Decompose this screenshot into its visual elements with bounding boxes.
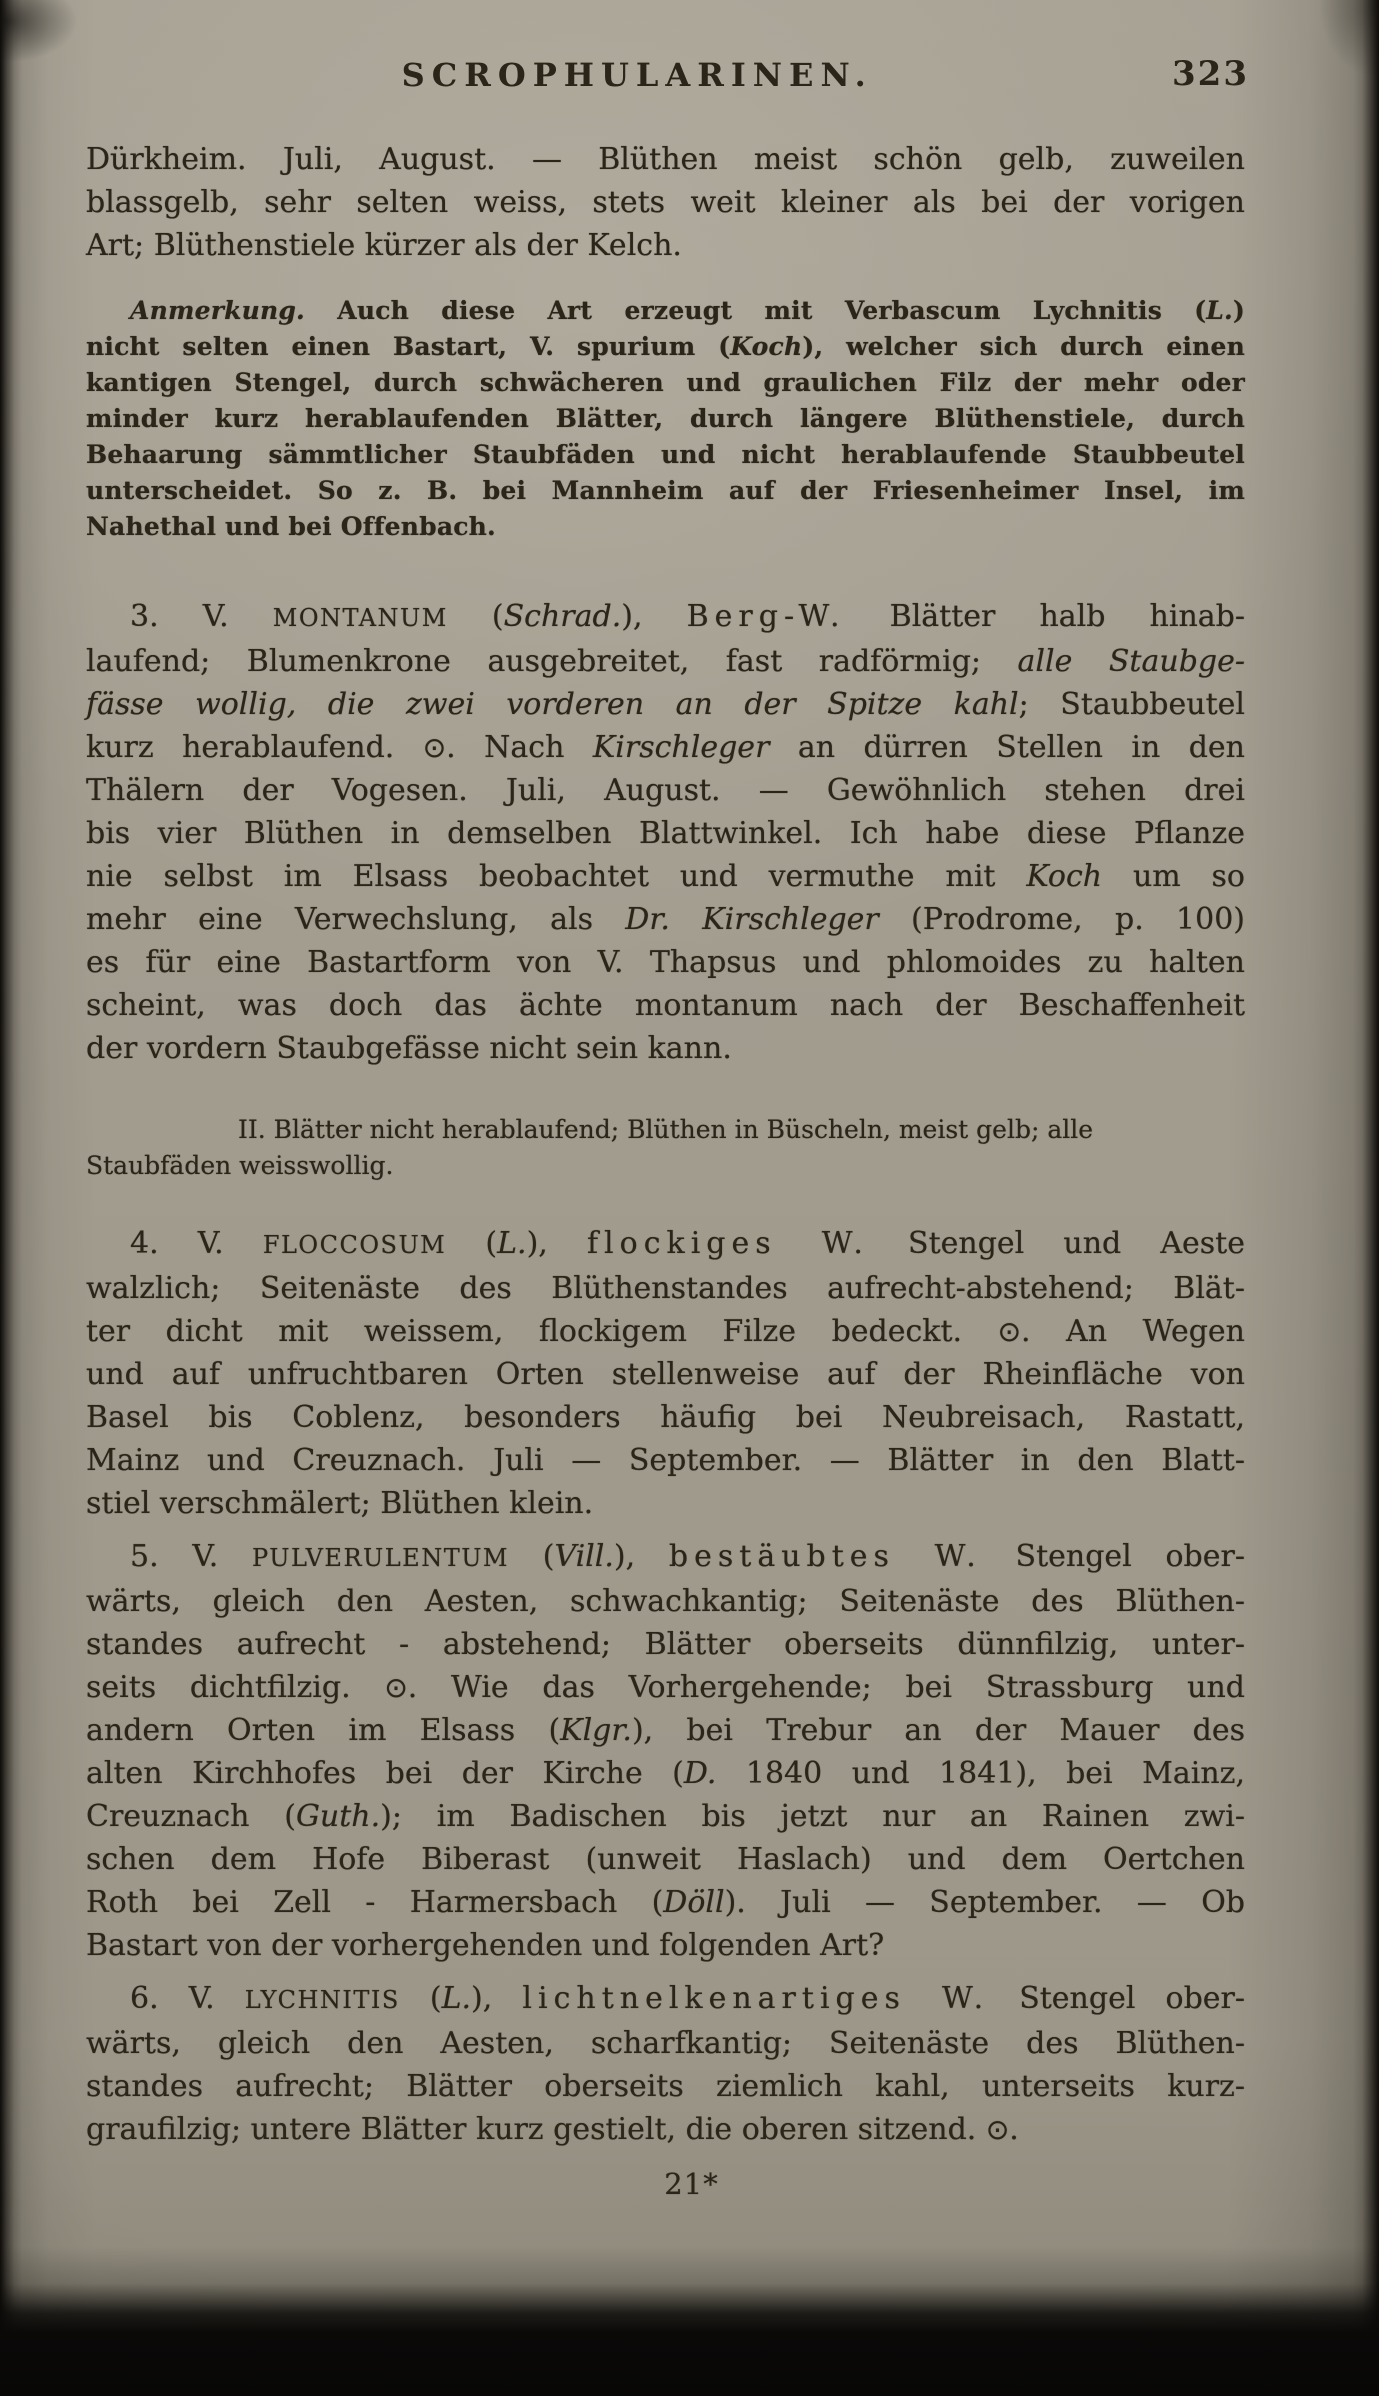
text-segment: ); im Badischen bis jetzt nur an Rainen zwi- [380, 1799, 1245, 1834]
text-segment: und auf unfruchtbaren Orten stellenweise auf der Rheinfläche von [86, 1357, 1245, 1392]
text-line [86, 1838, 1245, 1881]
text-segment: scheint, was doch das ächte montanum nach der Beschaffenheit [86, 988, 1245, 1023]
text-segment: 6. V. [130, 1981, 245, 2016]
text-segment: minder kurz herablaufenden Blätter, durch längere Blüthenstiele, durch [86, 404, 1245, 433]
text-segment: Art; Blüthenstiele kürzer als der Kelch. [86, 228, 682, 263]
text-segment: Dr. Kirschleger [625, 902, 879, 937]
text-segment: MONTANUM [272, 604, 448, 632]
text-segment: kurz herablaufend. [86, 730, 423, 765]
text-segment: Dürkheim. Juli, August. — Blüthen meist schön gelb, zuweilen [86, 142, 1245, 177]
text-line [86, 855, 1245, 898]
text-line [86, 769, 1245, 812]
text-segment: an dürren Stellen in den [769, 730, 1245, 765]
text-segment: ). Juli — September. — Ob [724, 1885, 1246, 1920]
text-line [86, 683, 1245, 726]
text-segment: Kirschleger [592, 730, 770, 765]
text-line [86, 1482, 1245, 1525]
page-header [86, 52, 1249, 100]
text-segment: flockiges W. [586, 1226, 869, 1261]
text-segment: PULVERULENTUM [252, 1544, 510, 1572]
text-segment: Behaarung sämmtlicher Staubfäden und nicht herablaufende Staubbeutel [86, 440, 1245, 469]
text-line [86, 726, 1245, 769]
text-segment: nie selbst im Elsass beobachtet und vermuthe mit [86, 859, 1027, 894]
text-segment: L. [441, 1981, 472, 2016]
text-segment: . An Wegen [1020, 1314, 1245, 1349]
text-line [86, 1439, 1245, 1482]
text-segment: II. Blätter nicht herablaufend; Blüthen in Büscheln, meist gelb; alle [237, 1115, 1094, 1144]
text-segment: ), welcher sich durch einen [802, 332, 1245, 361]
text-segment: Roth bei Zell - Harmersbach ( [86, 1885, 664, 1920]
text-segment: standes aufrecht - abstehend; Blätter oberseits dünnfilzig, unter- [86, 1627, 1245, 1662]
text-segment: kantigen Stengel, durch schwächeren und graulichen Filz der mehr oder [86, 368, 1245, 397]
text-line [86, 293, 1245, 329]
text-segment: graufilzig; untere Blätter kurz gestielt, die oberen sitzend. [86, 2112, 986, 2147]
text-segment: . [1009, 2112, 1019, 2147]
text-line [86, 2022, 1245, 2065]
text-segment: Klgr. [560, 1713, 632, 1748]
text-segment: 5. V. [130, 1539, 253, 1574]
paragraph-pulverulentum [86, 1535, 1245, 1967]
text-segment: ⊙ [997, 1315, 1021, 1348]
text-segment: wärts, gleich den Aesten, scharfkantig; Seitenäste des Blüthen- [86, 2026, 1245, 2061]
text-line [86, 898, 1245, 941]
text-segment: alten Kirchhofes bei der Kirche ( [86, 1756, 684, 1791]
text-segment: andern Orten im Elsass ( [86, 1713, 561, 1748]
section-heading-2 [86, 1112, 1245, 1184]
text-segment: Koch [1026, 859, 1103, 894]
text-segment: ; Staubbeutel [1018, 687, 1245, 722]
text-line [86, 509, 1245, 545]
paragraph-floccosum [86, 1222, 1245, 1525]
text-segment: standes aufrecht; Blätter oberseits ziemlich kahl, unterseits kurz- [86, 2069, 1245, 2104]
text-segment: ⊙ [985, 2113, 1010, 2146]
text-segment: seits dichtfilzig. [86, 1670, 385, 1705]
text-line [86, 401, 1245, 437]
note-anmerkung [86, 293, 1245, 545]
text-segment: 3. V. [130, 599, 273, 634]
text-line [86, 1310, 1245, 1353]
text-segment: Mainz und Creuznach. Juli — September. — Blätter in den Blatt- [86, 1443, 1245, 1478]
text-segment: Thälern der Vogesen. Juli, August. — Gewöhnlich stehen drei [86, 773, 1245, 808]
text-segment: unterscheidet. So z. B. bei Mannheim auf der Friesenheimer Insel, im [86, 476, 1245, 505]
text-segment: schen dem Hofe Biberast (unweit Haslach) und dem Oertchen [86, 1842, 1245, 1877]
text-segment: bis vier Blüthen in demselben Blattwinkel. Ich habe diese Pflanze [86, 816, 1245, 851]
text-segment: Stengel ober- [981, 1539, 1245, 1574]
text-line [86, 1396, 1245, 1439]
text-line [86, 1881, 1245, 1924]
text-segment: Koch [730, 332, 803, 361]
text-segment: ( [399, 1981, 442, 2016]
text-segment: alle Staubge- [1017, 644, 1245, 679]
text-line [86, 812, 1245, 855]
text-line [86, 224, 1245, 267]
text-segment: ⊙ [422, 731, 447, 764]
text-segment: fässe wollig, die zwei vorderen an der Spitze kahl [86, 687, 1019, 722]
text-line [86, 2108, 1245, 2151]
text-segment: ⊙ [384, 1671, 408, 1704]
text-segment: Schrad. [503, 599, 622, 634]
paragraph-lychnitis [86, 1977, 1245, 2151]
text-segment: Nahethal und bei Offenbach. [86, 512, 496, 541]
text-segment: Stengel ober- [989, 1981, 1246, 2016]
text-segment: ( [446, 1226, 498, 1261]
paragraph-continuation [86, 138, 1245, 267]
text-line [86, 1222, 1245, 1267]
text-line [86, 2065, 1245, 2108]
text-segment: 1840 und 1841), bei Mainz, [716, 1756, 1245, 1791]
running-title: SCROPHULARINEN. [401, 56, 873, 94]
text-line [86, 1795, 1245, 1838]
text-line [86, 437, 1245, 473]
text-segment: Döll [663, 1885, 725, 1920]
text-segment: Staubfäden weisswollig. [86, 1151, 394, 1180]
text-segment: es für eine Bastartform von V. Thapsus und phlomoides zu halten [86, 945, 1245, 980]
text-segment: Auch diese Art erzeugt mit Verbascum Lychnitis ( [304, 296, 1207, 325]
text-segment: . Nach [446, 730, 593, 765]
text-segment: Basel bis Coblenz, besonders häufig bei Neubreisach, Rastatt, [86, 1400, 1245, 1435]
text-segment: Vill. [554, 1539, 614, 1574]
text-line [86, 941, 1245, 984]
text-line [86, 1580, 1245, 1623]
text-line [86, 984, 1245, 1027]
text-segment: ( [509, 1539, 555, 1574]
text-segment: D. [683, 1756, 717, 1791]
text-line [86, 1112, 1245, 1148]
text-line [86, 1666, 1245, 1709]
text-segment: L. [497, 1226, 527, 1261]
text-segment: Anmerkung. [130, 296, 305, 325]
text-line [86, 595, 1245, 640]
text-line [86, 329, 1245, 365]
text-segment: stiel verschmälert; Blüthen klein. [86, 1486, 594, 1521]
text-segment: walzlich; Seitenäste des Blüthenstandes aufrecht-abstehend; Blät- [86, 1271, 1245, 1306]
text-line [86, 1709, 1245, 1752]
text-segment: nicht selten einen Bastart, V. spurium ( [86, 332, 731, 361]
text-segment: Stengel und Aeste [868, 1226, 1245, 1261]
text-segment: ), [613, 1539, 669, 1574]
text-segment: (Prodrome, p. 100) [878, 902, 1245, 937]
text-segment: Guth. [295, 1799, 381, 1834]
text-segment: blassgelb, sehr selten weiss, stets weit kleiner als bei der vorigen [86, 185, 1245, 220]
text-segment: ter dicht mit weissem, flockigem Filze bedeckt. [86, 1314, 998, 1349]
text-segment: lichtnelkenartiges W. [522, 1981, 990, 2016]
text-line [86, 365, 1245, 401]
text-line [86, 1353, 1245, 1396]
text-line [86, 1977, 1245, 2022]
scan-edge-bottom [0, 2246, 1379, 2396]
text-segment: wärts, gleich den Aesten, schwachkantig; Seitenäste des Blüthen- [86, 1584, 1245, 1619]
text-segment: Blätter halb hinab- [845, 599, 1246, 634]
text-line [86, 1027, 1245, 1070]
text-segment: ( [447, 599, 504, 634]
text-line [86, 1752, 1245, 1795]
text-segment: Creuznach ( [86, 1799, 296, 1834]
text-segment: um so [1102, 859, 1245, 894]
page-number: 323 [1172, 54, 1249, 94]
text-segment: . Wie das Vorhergehende; bei Strassburg und [407, 1670, 1246, 1705]
text-segment: der vordern Staubgefässe nicht sein kann. [86, 1031, 732, 1066]
text-line [86, 1267, 1245, 1310]
text-segment: ), [471, 1981, 523, 2016]
text-line [86, 1924, 1245, 1967]
text-segment: ), [621, 599, 687, 634]
text-segment: ) [1232, 296, 1245, 325]
text-segment: LYCHNITIS [244, 1986, 400, 2014]
text-segment: ), bei Trebur an der Mauer des [631, 1713, 1246, 1748]
text-line [86, 640, 1245, 683]
signature-mark: 21* [664, 2167, 719, 2201]
text-line [86, 473, 1245, 509]
text-segment: Bastart von der vorhergehenden und folgenden Art? [86, 1928, 885, 1963]
text-segment: 4. V. [130, 1226, 263, 1261]
text-line [86, 138, 1245, 181]
text-line [86, 181, 1245, 224]
text-segment: Berg-W. [686, 599, 846, 634]
text-segment: L. [1206, 296, 1233, 325]
text-segment: laufend; Blumenkrone ausgebreitet, fast radförmig; [86, 644, 1018, 679]
text-line [86, 1623, 1245, 1666]
text-line [86, 1535, 1245, 1580]
text-segment: ), [526, 1226, 587, 1261]
text-segment: mehr eine Verwechslung, als [86, 902, 626, 937]
paragraph-montanum [86, 595, 1245, 1070]
text-line [86, 1148, 1245, 1184]
text-segment: bestäubtes W. [668, 1539, 982, 1574]
text-segment: FLOCCOSUM [262, 1231, 447, 1259]
